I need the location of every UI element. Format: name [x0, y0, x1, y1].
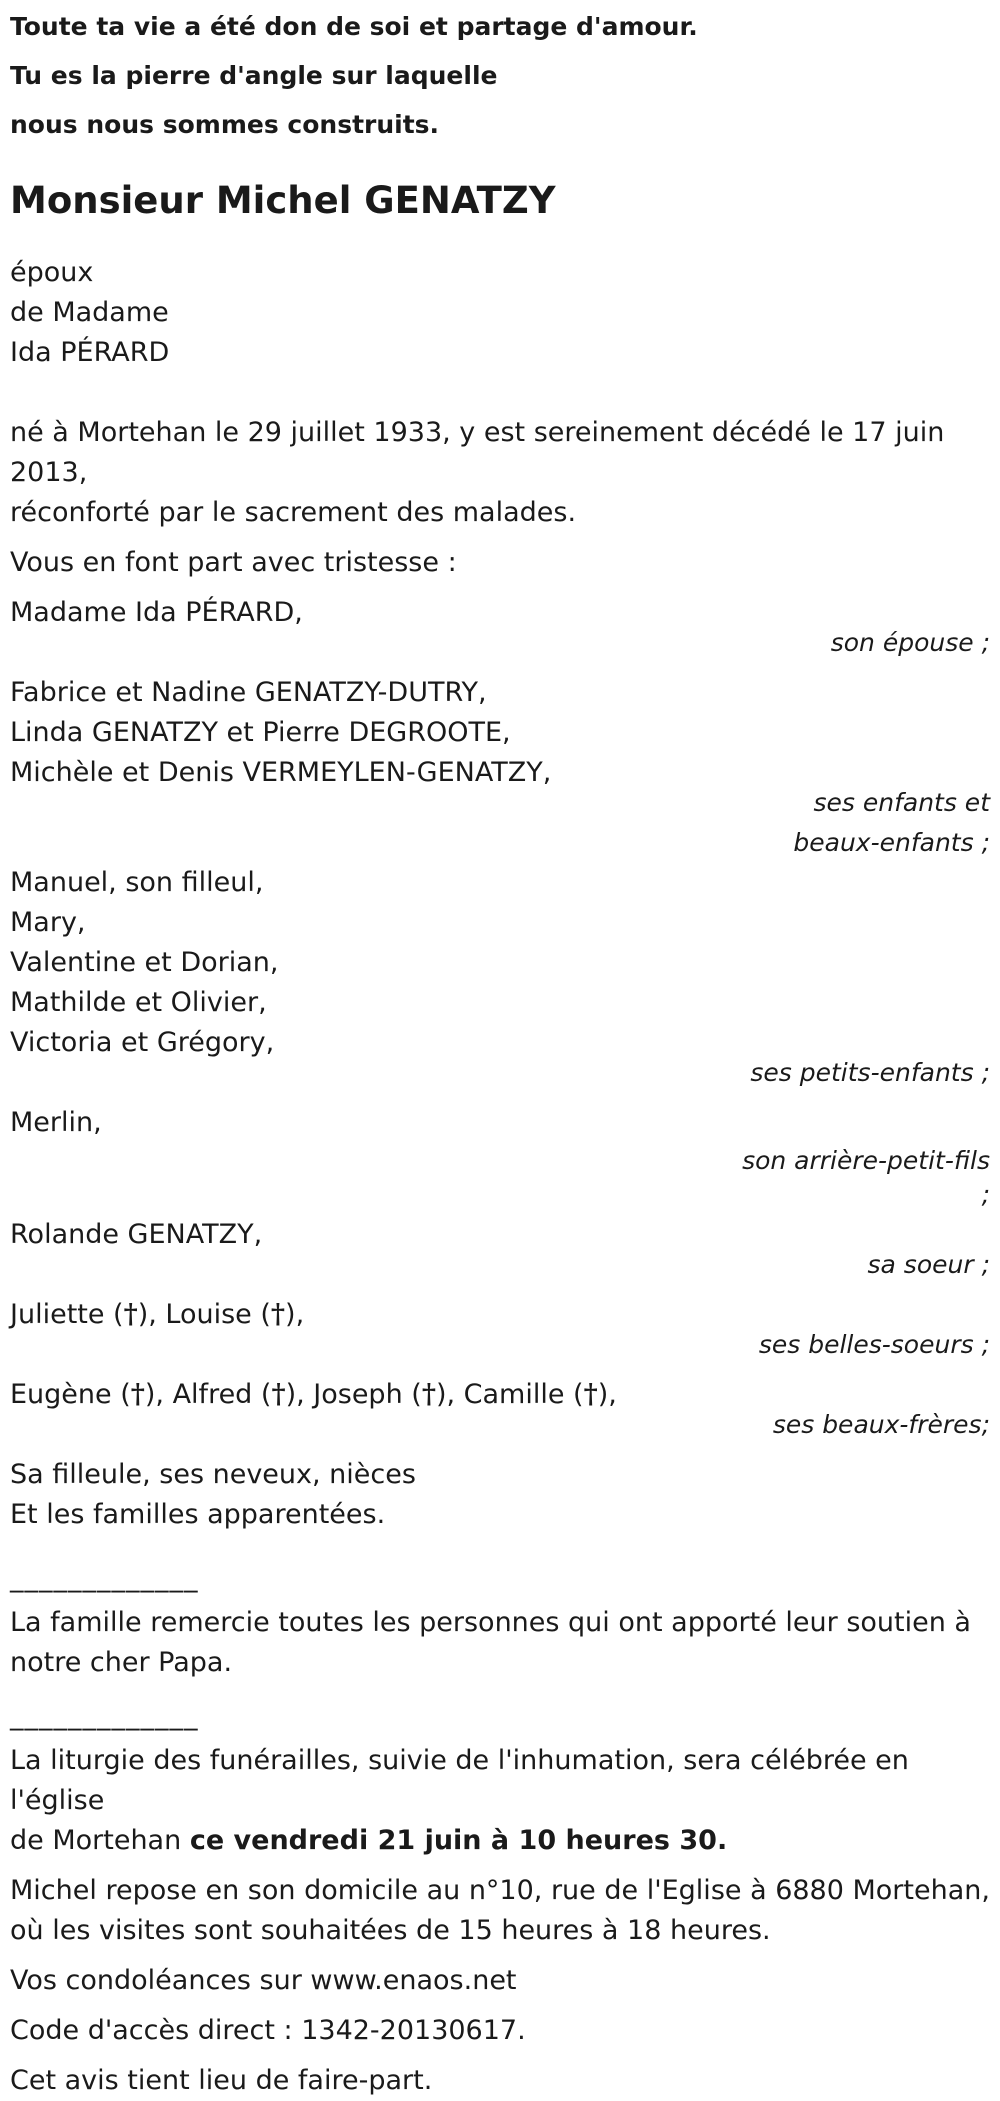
birth-death-block — [10, 413, 990, 533]
family-great-grandchild — [10, 1103, 990, 1215]
cross-icon: † — [421, 1379, 436, 1410]
family-sister — [10, 1215, 990, 1285]
funeral-text: de Mortehan — [10, 1825, 190, 1856]
access-code-line: Code d'accès direct : 1342-20130617. — [10, 2015, 526, 2046]
family-name: Victoria et Grégory, — [10, 1027, 275, 1058]
family-relation: son épouse ; — [830, 628, 990, 657]
family-wife — [10, 593, 990, 663]
name-text: Juliette ( — [10, 1299, 124, 1330]
rest-line: Michel repose en son domicile au n°10, rue de l'Eglise à 6880 Mortehan, — [10, 1875, 990, 1906]
spouse-line: époux — [10, 257, 94, 288]
family-name: Rolande GENATZY, — [10, 1219, 263, 1250]
family-grandchildren — [10, 863, 990, 1093]
family-name: Mary, — [10, 907, 86, 938]
cross-icon: † — [271, 1379, 286, 1410]
cross-icon: † — [583, 1379, 598, 1410]
family-name: Merlin, — [10, 1107, 102, 1138]
verse-line: nous nous sommes construits. — [10, 110, 440, 139]
family-name: Linda GENATZY et Pierre DEGROOTE, — [10, 717, 511, 748]
family-relation: ; — [981, 1180, 990, 1209]
funeral-line: La liturgie des funérailles, suivie de l'inhumation, sera célébrée en l'église — [10, 1745, 909, 1816]
separator: _____________ — [10, 1562, 199, 1593]
name-text: Eugène ( — [10, 1379, 131, 1410]
family-name: Fabrice et Nadine GENATZY-DUTRY, — [10, 677, 487, 708]
obituary-notice — [10, 0, 990, 2101]
family-relation: son arrière-petit-fils — [742, 1146, 990, 1175]
funeral-line — [10, 1821, 990, 1861]
condolences-line: Vos condoléances sur www.enaos.net — [10, 1965, 517, 1996]
spouse-block — [10, 253, 990, 373]
birth-death-line: réconforté par le sacrement des malades. — [10, 497, 577, 528]
family-name: Valentine et Dorian, — [10, 947, 279, 978]
family-relation: ses enfants et — [813, 788, 990, 817]
other-family-line: Sa filleule, ses neveux, nièces — [10, 1459, 416, 1490]
rest-line: où les visites sont souhaitées de 15 heures à 18 heures. — [10, 1915, 771, 1946]
thanks-block — [10, 1603, 990, 1683]
separator: _____________ — [10, 1700, 199, 1731]
deceased-name-title: Monsieur Michel GENATZY — [10, 179, 556, 222]
family-relation: ses petits-enfants ; — [750, 1058, 990, 1087]
name-text: ), Camille ( — [435, 1379, 584, 1410]
other-family-line: Et les familles apparentées. — [10, 1499, 386, 1530]
opening-verse — [10, 2, 990, 149]
thanks-line: notre cher Papa. — [10, 1647, 233, 1678]
spouse-line: de Madame — [10, 297, 169, 328]
family-sisters-in-law — [10, 1295, 990, 1365]
verse-line: Toute ta vie a été don de soi et partage d'amour. — [10, 12, 698, 41]
name-text: ), — [285, 1299, 305, 1330]
name-text: ), Joseph ( — [285, 1379, 422, 1410]
cross-icon: † — [123, 1299, 138, 1330]
family-relation: ses belles-soeurs ; — [758, 1330, 990, 1359]
name-text: ), Louise ( — [137, 1299, 271, 1330]
other-family — [10, 1455, 990, 1535]
family-relation: beaux-enfants ; — [793, 828, 990, 857]
family-brothers-in-law — [10, 1375, 990, 1445]
funeral-date: ce vendredi 21 juin à 10 heures 30. — [189, 1825, 728, 1856]
family-name: Michèle et Denis VERMEYLEN-GENATZY, — [10, 757, 552, 788]
family-name: Manuel, son filleul, — [10, 867, 264, 898]
closing-line: Cet avis tient lieu de faire-part. — [10, 2065, 433, 2096]
verse-line: Tu es la pierre d'angle sur laquelle — [10, 61, 498, 90]
family-name: Mathilde et Olivier, — [10, 987, 267, 1018]
name-text: ), — [597, 1379, 617, 1410]
rest-block — [10, 1871, 990, 1951]
family-name: Madame Ida PÉRARD, — [10, 597, 303, 628]
family-relation: ses beaux-frères; — [772, 1410, 990, 1439]
family-relation: sa soeur ; — [867, 1250, 990, 1279]
announcement-intro: Vous en font part avec tristesse : — [10, 547, 457, 578]
cross-icon: † — [270, 1299, 286, 1330]
thanks-line: La famille remercie toutes les personnes qui ont apporté leur soutien à — [10, 1607, 971, 1638]
spouse-line: Ida PÉRARD — [10, 337, 170, 368]
funeral-block — [10, 1741, 990, 1861]
name-text: ), Alfred ( — [144, 1379, 272, 1410]
birth-death-line: né à Mortehan le 29 juillet 1933, y est sereinement décédé le 17 juin 2013, — [10, 417, 945, 488]
family-children — [10, 673, 990, 863]
cross-icon: † — [130, 1379, 145, 1410]
